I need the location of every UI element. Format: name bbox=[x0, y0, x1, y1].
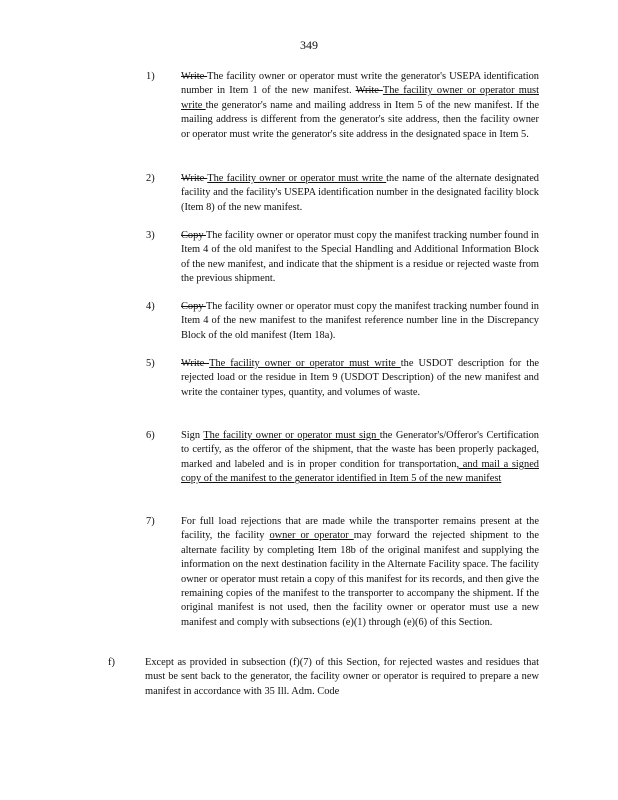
text-segment: the Generator's/Offeror's Certification to certify, as the offeror of the shipment, that the waste has been properly packaged, marked and labeled and is in proper condition for transportation bbox=[181, 430, 539, 470]
deleted-text: Write bbox=[181, 71, 208, 82]
text-segment: the USDOT description for the rejected load or the residue in Item 9 (USDOT Description) of the new manifest and write the container types, quantity, and volumes of waste. bbox=[181, 358, 540, 398]
item-text bbox=[181, 70, 539, 142]
item-number: 3) bbox=[146, 230, 155, 241]
text-segment: For full load rejections that are made while the transporter remains present at the facility, the facility bbox=[181, 516, 539, 542]
text-segment: The facility owner or operator must copy the manifest tracking number found in Item 4 of the new manifest to the manifest reference number line in the Discrepancy Block of the old manifest (Item 18a). bbox=[181, 301, 539, 341]
text-segment: The facility owner or operator must copy the manifest tracking number found in Item 4 of the old manifest to the Special Handling and Additional Information Block of the new manifest, and indicate that the shipment is a residue or rejected waste from the previous shipment. bbox=[181, 230, 539, 285]
inserted-text: owner or operator bbox=[269, 530, 354, 542]
item-text bbox=[181, 357, 539, 400]
inserted-text: The facility owner or operator must write bbox=[181, 85, 539, 111]
deleted-text: Copy bbox=[181, 230, 206, 241]
inserted-text: The facility owner or operator must write bbox=[209, 358, 401, 369]
inserted-text: The facility owner or operator must write bbox=[207, 173, 387, 184]
text-segment: the name of the alternate designated facility and the facility's USEPA identification number in the designated facility block (Item 8) of the new manifest. bbox=[181, 173, 539, 213]
item-number: 4) bbox=[146, 301, 155, 312]
page-number: 349 bbox=[300, 38, 318, 52]
deleted-text: Write bbox=[355, 85, 383, 97]
item-text bbox=[181, 515, 539, 630]
inserted-text: , and mail a signed copy of the manifest to the generator identified in Item 5 of the new manifest bbox=[181, 458, 540, 485]
text-segment: the generator's name and mailing address in Item 5 of the new manifest. If the mailing address is different from the generator's site address, then the facility owner or operator must write the generator's site address in the designated space in Item 5. bbox=[181, 99, 539, 140]
item-number: 1) bbox=[146, 71, 155, 82]
item-number: 5) bbox=[146, 358, 155, 369]
inserted-text: The facility owner or operator must sign bbox=[203, 430, 380, 441]
text-segment: may forward the rejected shipment to the alternate facility by completing Item 18b of the original manifest and supplying the information on the next destination facility in the Alternate Facility space. The facility owner or operator must retain a copy of this manifest for its records, and then give the remaining copies of the manifest to the transporter to accompany the shipment. If the original manifest is not used, then the facility owner or operator must use a new manifest and comply with subsections (e)(1) through (e)(6) of this Section. bbox=[181, 530, 539, 628]
item-number: 6) bbox=[146, 430, 155, 441]
item-text bbox=[181, 300, 539, 343]
item-text bbox=[181, 172, 539, 215]
item-number: 7) bbox=[146, 516, 155, 527]
deleted-text: Copy bbox=[181, 301, 206, 312]
item-text bbox=[181, 229, 539, 287]
subsection-number: f) bbox=[108, 657, 115, 668]
item-text bbox=[181, 429, 539, 487]
item-number: 2) bbox=[146, 173, 155, 184]
text-segment: The facility owner or operator must write the generator's USEPA identification number in Item 1 of the new manifest. bbox=[181, 71, 539, 97]
text-segment: Sign bbox=[181, 430, 204, 441]
subsection-text: Except as provided in subsection (f)(7) of this Section, for rejected wastes and residues that must be sent back to the generator, the facility owner or operator is required to prepare a new manifest in accordance with 35 Ill. Adm. Code bbox=[145, 657, 539, 697]
deleted-text: Write bbox=[181, 358, 210, 369]
deleted-text: Write bbox=[181, 173, 208, 184]
